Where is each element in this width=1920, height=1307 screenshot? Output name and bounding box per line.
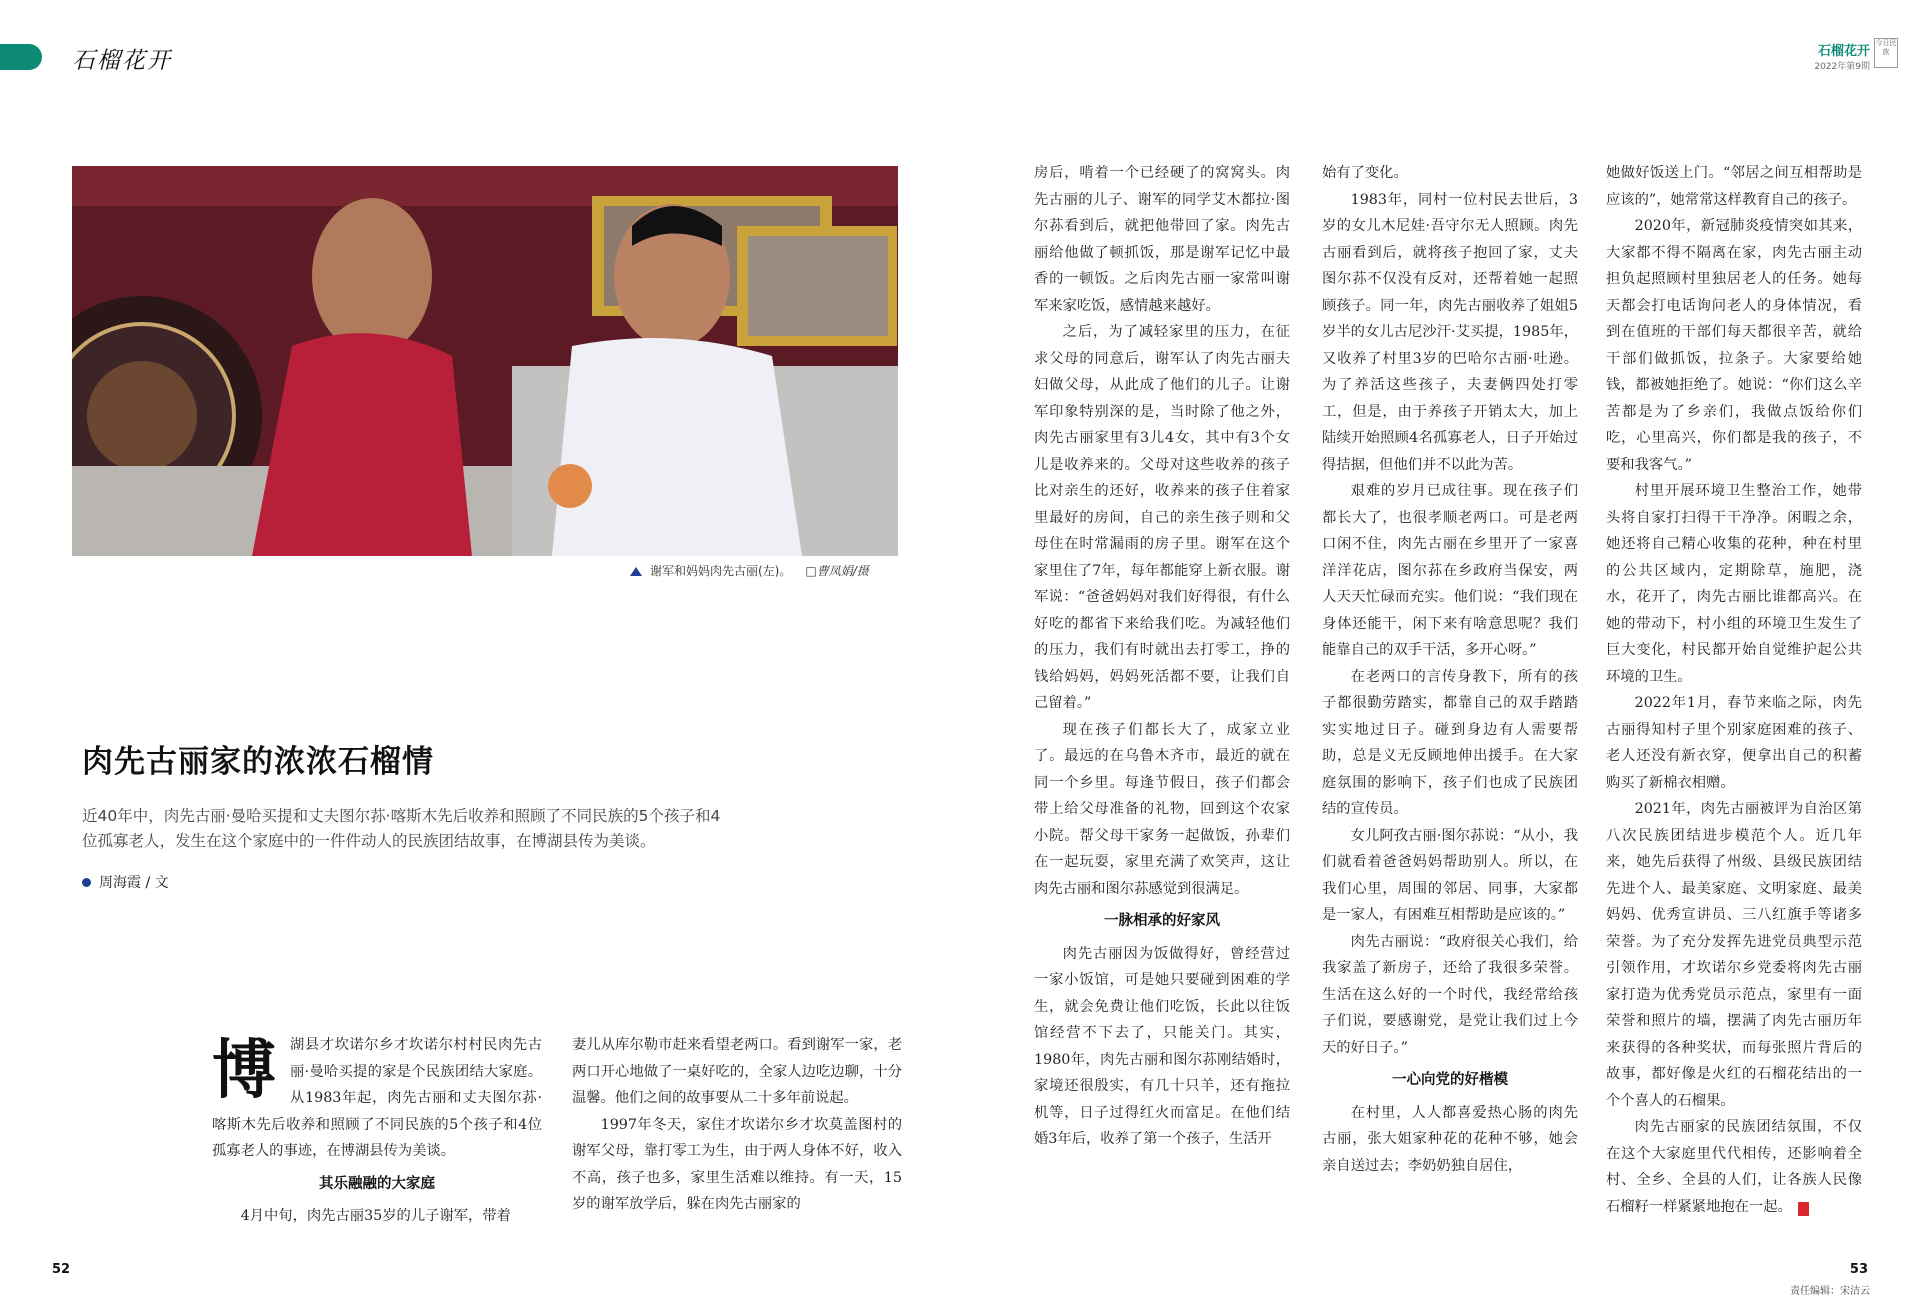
page-number-right: 53 [1849, 1262, 1868, 1277]
paragraph: 1983年，同村一位村民去世后，3岁的女儿木尼娃·吾守尔无人照顾。肉先古丽看到后，就将孩子抱回了家，丈夫图尔荪不仅没有反对，还帮着她一起照顾孩子。同一年，肉先古丽收养了姐姐5岁半的女儿古尼沙汗·艾买提，1985年，又收养了村里3岁的巴哈尔古丽·吐逊。为了养活这些孩子，夫妻俩四处打零工，但是，由于养孩子开销太大，加上陆续开始照顾4名孤寡老人，日子开始过得拮据，但他们并不以此为苦。 [1322, 191, 1578, 473]
photo-caption [630, 562, 869, 579]
text-column-2 [572, 1032, 902, 1218]
text-column-3 [1034, 160, 1290, 1153]
article-lead: 近40年中，肉先古丽·曼哈买提和丈夫图尔荪·喀斯木先后收养和照顾了不同民族的5个孩子和4位孤寡老人，发生在这个家庭中的一件件动人的民族团结故事，在博湖县传为美谈。 [82, 807, 721, 850]
paragraph: 女儿阿孜古丽·图尔荪说：“从小，我们就看着爸爸妈妈帮助别人。所以，在我们心里，周围的邻居、同事，大家都是一家人，有困难互相帮助是应该的。” [1322, 827, 1578, 923]
photo-credit: □曹凤娟/摄 [805, 564, 869, 578]
paragraph: 房后，啃着一个已经硬了的窝窝头。肉先古丽的儿子、谢军的同学艾木都拉·图尔荪看到后，就把他带回了家。肉先古丽给他做了顿抓饭，那是谢军记忆中最香的一顿饭。之后肉先古丽一家常叫谢军来家吃饭，感情越来越好。 [1034, 165, 1290, 314]
paragraph-text: 肉先古丽家的民族团结氛围，不仅在这个大家庭里代代相传，还影响着全村、全乡、全县的人们，让各族人民像石榴籽一样紧紧地抱在一起。 [1606, 1119, 1862, 1215]
author-name: 周海霞 / 文 [99, 875, 169, 891]
article-title: 肉先古丽家的浓浓石榴情 [82, 744, 434, 780]
text-column-1 [212, 1032, 542, 1230]
paragraph: 始有了变化。 [1322, 165, 1408, 181]
header-right [1814, 40, 1870, 72]
magazine-logo: 今日民族 [1874, 38, 1898, 68]
paragraph: 肉先古丽因为饭做得好，曾经营过一家小饭馆，可是她只要碰到困难的学生，就会免费让他们吃饭，长此以往饭馆经营不下去了，只能关门。其实，1980年，肉先古丽和图尔荪刚结婚时，家境还很殷实，有几十只羊，还有拖拉机等，日子过得红火而富足。在他们结婚3年后，收养了第一个孩子，生活开 [1034, 945, 1290, 1147]
caption-triangle-icon [630, 567, 642, 576]
caption-text: 谢军和妈妈肉先古丽(左)。 [650, 564, 792, 578]
page-number-left: 52 [52, 1262, 71, 1277]
paragraph: 妻儿从库尔勒市赶来看望老两口。看到谢军一家，老两口开心地做了一桌好吃的，全家人边吃边聊，十分温馨。他们之间的故事要从二十多年前说起。 [572, 1037, 902, 1106]
paragraph: 在村里，人人都喜爱热心肠的肉先古丽，张大姐家种花的花种不够，她会亲自送过去；李奶奶独自居住， [1322, 1104, 1578, 1174]
subheading: 其乐融融的大家庭 [319, 1175, 435, 1192]
paragraph: 肉先古丽说：“政府很关心我们，给我家盖了新房子，还给了我很多荣誉。生活在这么好的一个时代，我经常给孩子们说，要感谢党，是党让我们过上今天的好日子。” [1322, 933, 1578, 1056]
article-photo [72, 166, 898, 556]
paragraph: 在老两口的言传身教下，所有的孩子都很勤劳踏实，都靠自己的双手踏踏实实地过日子。碰到身边有人需要帮助，总是义无反顾地伸出援手。在大家庭氛围的影响下，孩子们也成了民族团结的宣传员。 [1322, 668, 1578, 817]
subheading: 一心向党的好楷模 [1392, 1072, 1508, 1088]
author-bullet-icon [82, 878, 91, 887]
end-mark-icon: J [1798, 1202, 1809, 1216]
text-column-5 [1606, 160, 1862, 1220]
paragraph: 村里开展环境卫生整治工作，她带头将自家打扫得干干净净。闲暇之余，她还将自己精心收集的花种，种在村里的公共区域内，定期除草，施肥，浇水，花开了，肉先古丽比谁都高兴。在她的带动下，村小组的环境卫生发生了巨大变化，村民都开始自觉维护起公共环境的卫生。 [1606, 483, 1862, 685]
paragraph: 她做好饭送上门。“邻居之间互相帮助是应该的”，她常常这样教育自己的孩子。 [1606, 165, 1862, 208]
paragraph: 2022年1月，春节来临之际，肉先古丽得知村子里个别家庭困难的孩子、老人还没有新衣穿，便拿出自己的积蓄购买了新棉衣相赠。 [1606, 695, 1862, 791]
section-color-tab [0, 44, 42, 70]
section-title: 石榴花开 [72, 48, 172, 74]
paragraph: 1997年冬天，家住才坎诺尔乡才坎莫盖图村的谢军父母，靠打零工为生，由于两人身体不好，收入不高，孩子也多，家里生活难以维持。有一天，15岁的谢军放学后，躲在肉先古丽家的 [572, 1116, 902, 1212]
paragraph: 4月中旬，肉先古丽35岁的儿子谢军，带着 [240, 1208, 511, 1224]
header-right-title: 石榴花开 [1817, 44, 1870, 59]
subheading: 一脉相承的好家风 [1104, 913, 1220, 929]
drop-cap: 博 [212, 1033, 276, 1108]
text-column-4 [1322, 160, 1578, 1179]
paragraph: 现在孩子们都长大了，成家立业了。最远的在乌鲁木齐市，最近的就在同一个乡里。每逢节假日，孩子们都会带上给父母准备的礼物，回到这个农家小院。帮父母干家务一起做饭，孙辈们在一起玩耍，家里充满了欢笑声，这让肉先古丽和图尔荪感觉到很满足。 [1034, 721, 1290, 897]
issue-number: 2022年第9期 [1814, 62, 1870, 72]
paragraph [1606, 1114, 1862, 1220]
paragraph: 2021年，肉先古丽被评为自治区第八次民族团结进步模范个人。近几年来，她先后获得了州级、县级民族团结先进个人、最美家庭、文明家庭、最美妈妈、优秀宣讲员、三八红旗手等诸多荣誉。为了充分发挥先进党员典型示范引领作用，才坎诺尔乡党委将肉先古丽家打造为优秀党员示范点，家里有一面荣誉和照片的墙，摆满了肉先古丽历年来获得的各种奖状，而每张照片背后的故事，都好像是火红的石榴花结出的一个个喜人的石榴果。 [1606, 801, 1862, 1109]
photo-illustration [72, 166, 898, 556]
editor-credit: 责任编辑：宋洁云 [1790, 1286, 1870, 1297]
paragraph: 之后，为了减轻家里的压力，在征求父母的同意后，谢军认了肉先古丽夫妇做父母，从此成了他们的儿子。让谢军印象特别深的是，当时除了他之外，肉先古丽家里有3儿4女，其中有3个女儿是收养来的。父母对这些收养的孩子比对亲生的还好，收养来的孩子住着家里最好的房间，自己的亲生孩子则和父母住在时常漏雨的房子里。谢军在这个家里住了7年，每年都能穿上新衣服。谢军说：“爸爸妈妈对我们好得很，有什么好吃的都省下来给我们吃。为减轻他们的压力，我们有时就出去打零工，挣的钱给妈妈，妈妈死活都不要，让我们自己留着。” [1034, 324, 1290, 711]
paragraph: 2020年，新冠肺炎疫情突如其来，大家都不得不隔离在家，肉先古丽主动担负起照顾村里独居老人的任务。她每天都会打电话询问老人的身体情况，看到在值班的干部们每天都很辛苦，就给干部们做抓饭，拉条子。大家要给她钱，都被她拒绝了。她说：“你们这么辛苦都是为了乡亲们，我做点饭给你们吃，心里高兴，你们都是我的孩子，不要和我客气。” [1606, 218, 1862, 473]
article-author [82, 872, 169, 892]
paragraph: 艰难的岁月已成往事。现在孩子们都长大了，也很孝顺老两口。可是老两口闲不住，肉先古丽在乡里开了一家喜洋洋花店，图尔荪在乡政府当保安，两人天天忙碌而充实。他们说：“我们现在身体还能干，闲下来有啥意思呢？我们能靠自己的双手干活，多开心呀。” [1322, 483, 1578, 658]
paragraph: 湖县才坎诺尔乡才坎诺尔村村民肉先古丽·曼哈买提的家是个民族团结大家庭。从1983年起，肉先古丽和丈夫图尔荪·喀斯木先后收养和照顾了不同民族的5个孩子和4位孤寡老人的事迹，在博湖县传为美谈。 [212, 1037, 542, 1159]
